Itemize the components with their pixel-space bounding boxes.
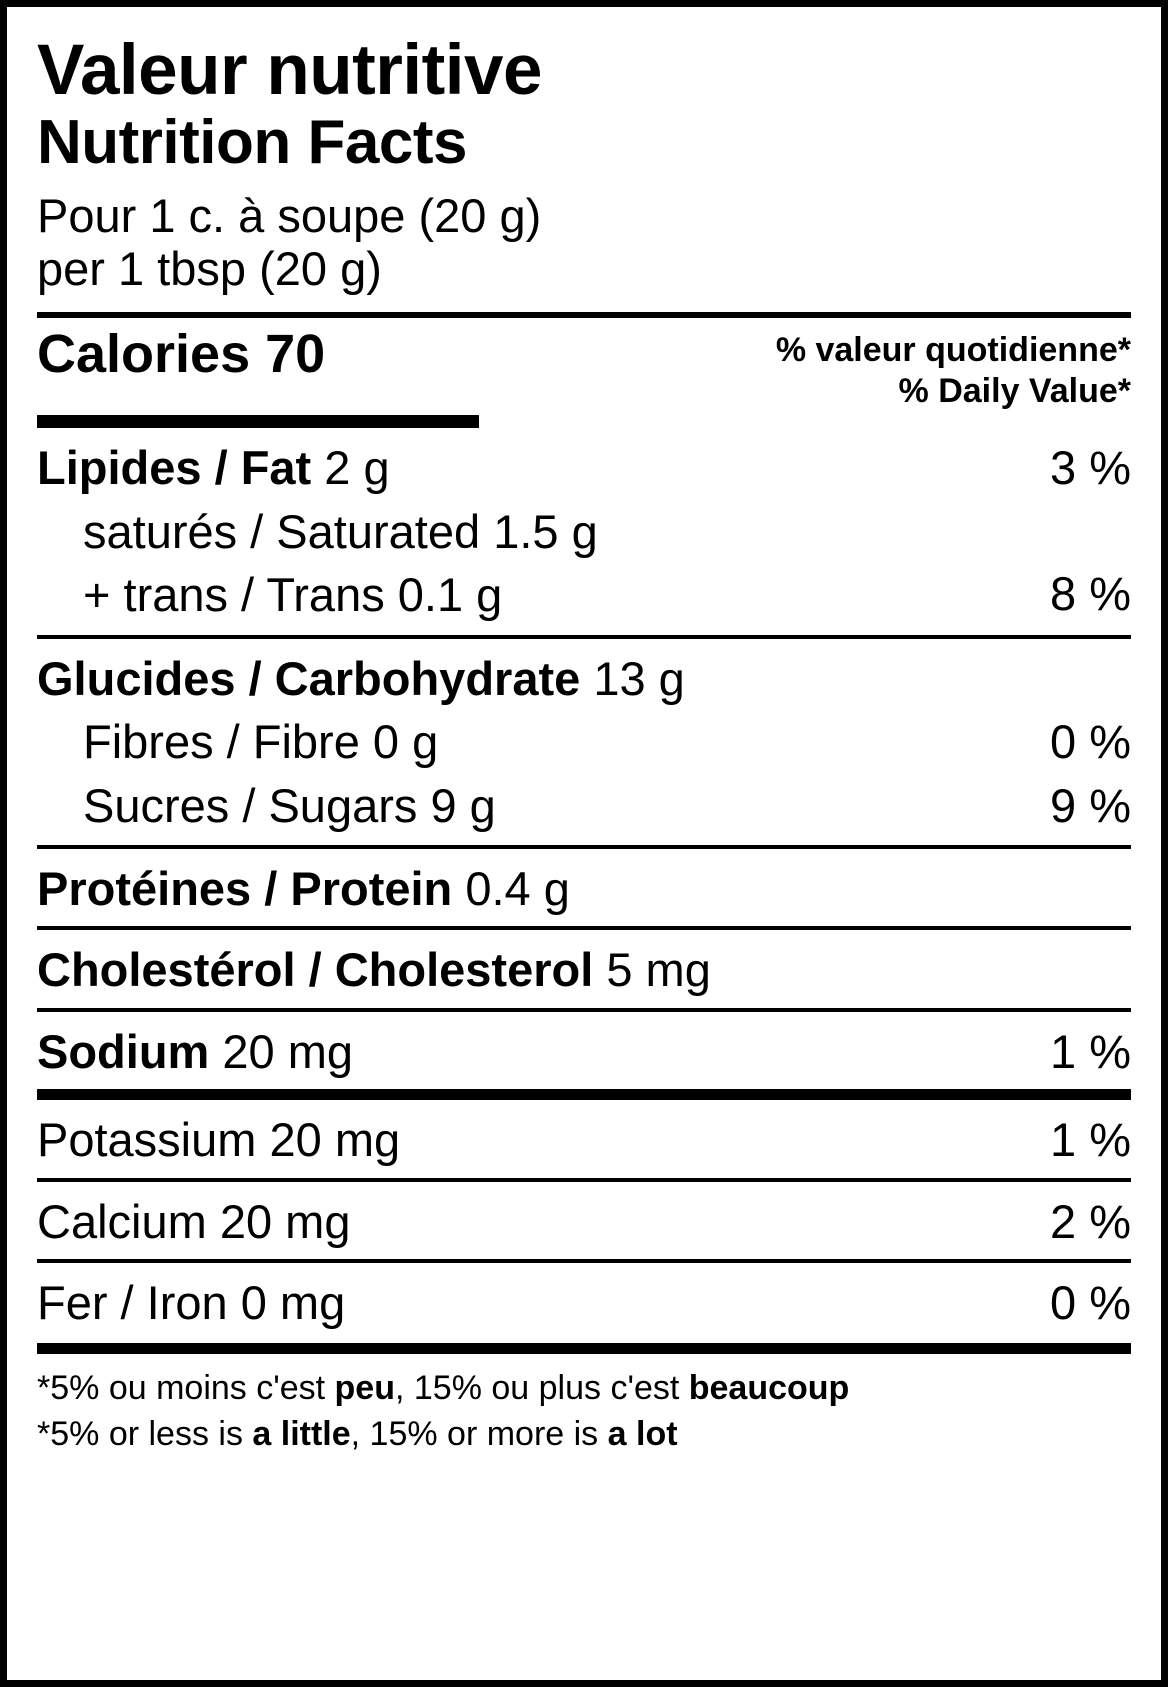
carbohydrate-left	[37, 647, 685, 710]
footnotes	[37, 1354, 1131, 1458]
sodium-label: Sodium	[37, 1024, 210, 1078]
potassium-dv: 1 %	[1050, 1113, 1131, 1167]
footnote-french	[37, 1366, 1131, 1412]
saturated-fat-label: saturés / Saturated	[83, 504, 481, 558]
potassium-amount: 20 mg	[269, 1113, 401, 1167]
sodium-dv: 1 %	[1050, 1024, 1131, 1078]
saturated-fat	[37, 500, 598, 563]
calcium-dv: 2 %	[1050, 1194, 1131, 1248]
trans-fat	[37, 563, 598, 626]
carbohydrate-amount: 13 g	[593, 651, 685, 705]
fat-main	[37, 436, 598, 499]
fibre-label: Fibres / Fibre	[83, 715, 360, 769]
calcium-left	[37, 1190, 350, 1253]
serving-size	[37, 187, 1131, 298]
divider-after-calories	[37, 415, 479, 428]
sugars-left	[37, 774, 496, 837]
cholesterol-left	[37, 938, 711, 1001]
title-french: Valeur nutritive	[37, 31, 542, 110]
fat-dv: 3 %	[1050, 441, 1131, 495]
nutrition-facts-inner	[37, 33, 1131, 1680]
divider-after-serving	[37, 312, 1131, 318]
divider-after-iron	[37, 1343, 1131, 1354]
iron-amount: 0 mg	[240, 1276, 346, 1330]
iron-label: Fer / Iron	[37, 1276, 228, 1330]
trans-fat-label: + trans / Trans	[83, 568, 385, 622]
saturated-fat-amount: 1.5 g	[493, 504, 598, 558]
footnote-english	[37, 1412, 1131, 1458]
fat-amount: 2 g	[324, 441, 390, 495]
calories-label: Calories 70	[37, 323, 326, 384]
footnote-french-part1: *5% ou moins c'est	[37, 1368, 335, 1407]
footnote-english-bold2: a lot	[607, 1414, 678, 1453]
footnote-french-part2: , 15% ou plus c'est	[394, 1368, 689, 1407]
potassium-left	[37, 1108, 400, 1171]
row-sugars	[37, 774, 1131, 837]
fat-daily-values	[1050, 436, 1131, 626]
row-fat	[37, 428, 1131, 626]
sodium-left	[37, 1020, 353, 1083]
row-calcium	[37, 1182, 1131, 1259]
fibre-left	[37, 710, 438, 773]
iron-left	[37, 1271, 345, 1334]
serving-size-english: per 1 tbsp (20 g)	[37, 242, 382, 296]
row-iron	[37, 1263, 1131, 1342]
daily-value-header-french: % valeur quotidienne*	[775, 330, 1131, 369]
footnote-french-bold2: beaucoup	[688, 1368, 850, 1407]
trans-fat-amount: 0.1 g	[397, 568, 503, 622]
serving-size-french: Pour 1 c. à soupe (20 g)	[37, 189, 542, 243]
row-protein	[37, 849, 1131, 926]
fat-lines	[37, 436, 598, 626]
cholesterol-label: Cholestérol / Cholesterol	[37, 943, 594, 997]
protein-amount: 0.4 g	[465, 861, 570, 915]
footnote-english-part2: , 15% or more is	[350, 1414, 608, 1453]
potassium-label: Potassium	[37, 1113, 257, 1167]
protein-left	[37, 857, 570, 920]
calories-row	[37, 323, 1131, 412]
sugars-amount: 9 g	[430, 778, 496, 832]
carbohydrate-label: Glucides / Carbohydrate	[37, 651, 581, 705]
fibre-amount: 0 g	[372, 715, 439, 769]
row-potassium	[37, 1100, 1131, 1177]
iron-dv: 0 %	[1050, 1276, 1131, 1330]
cholesterol-amount: 5 mg	[606, 943, 711, 997]
fibre-dv: 0 %	[1050, 715, 1131, 769]
sugars-label: Sucres / Sugars	[83, 778, 418, 832]
footnote-english-part1: *5% or less is	[37, 1414, 253, 1453]
sodium-amount: 20 mg	[222, 1024, 354, 1078]
daily-value-header-english: % Daily Value*	[898, 371, 1131, 410]
fat-label: Lipides / Fat	[37, 441, 312, 495]
divider-after-sodium	[37, 1089, 1131, 1100]
sugars-dv: 9 %	[1050, 778, 1131, 832]
daily-value-header	[776, 326, 1131, 412]
calcium-amount: 20 mg	[219, 1194, 351, 1248]
footnote-french-bold1: peu	[334, 1368, 395, 1407]
row-sodium	[37, 1012, 1131, 1089]
protein-label: Protéines / Protein	[37, 861, 453, 915]
saturated-trans-dv: 8 %	[1050, 566, 1131, 620]
row-cholesterol	[37, 930, 1131, 1007]
calcium-label: Calcium	[37, 1194, 207, 1248]
footnote-english-bold1: a little	[252, 1414, 351, 1453]
row-carbohydrate	[37, 639, 1131, 710]
row-fibre	[37, 710, 1131, 773]
title-english: Nutrition Facts	[37, 107, 467, 177]
